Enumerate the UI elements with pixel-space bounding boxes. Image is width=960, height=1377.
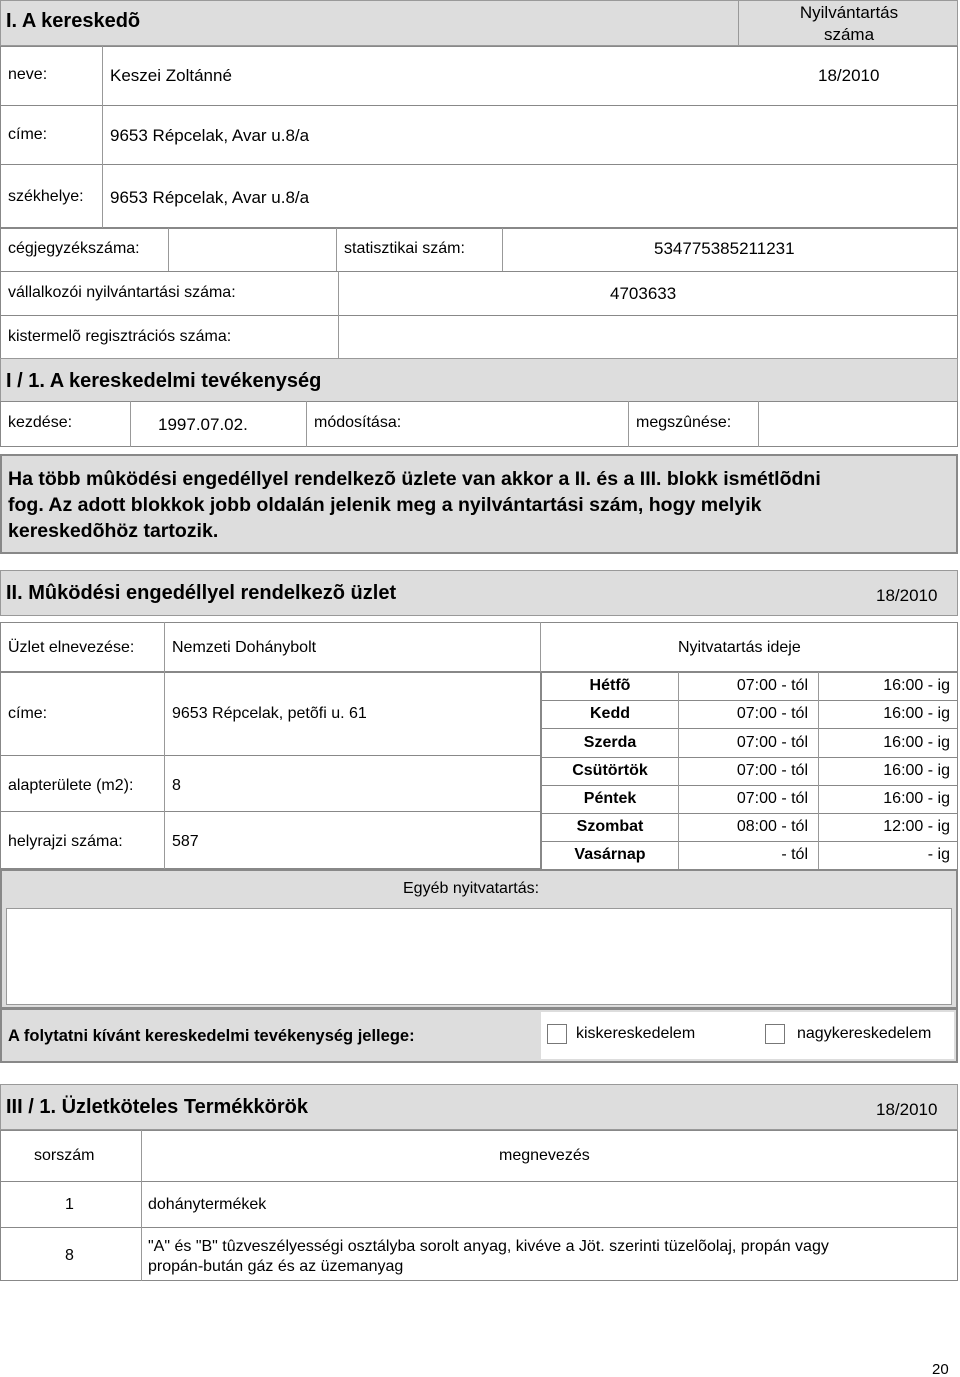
hours-from: 08:00 - tól [736,818,808,835]
hours-day: Péntek [583,790,637,807]
shop-name-label: Üzlet elnevezése: [8,639,135,656]
other-hours-inner [6,908,952,1005]
section-i-title: I. A kereskedõ [6,10,141,32]
activity-title: I / 1. A kereskedelmi tevékenység [6,370,322,392]
hours-from: 07:00 - tól [736,762,808,779]
notice-line-2: fog. Az adott blokkok jobb oldalán jelenik meg a nyilvántartási szám, hogy melyik [8,494,762,516]
hours-from: 07:00 - tól [736,705,808,722]
product-number: 8 [65,1247,74,1264]
hours-to: 16:00 - ig [883,762,950,779]
trader-seat-label: székhelye: [8,188,84,205]
company-reg-label: cégjegyzékszáma: [8,240,140,257]
hours-day: Szerda [583,734,637,751]
notice-line-1: Ha több mûködési engedéllyel rendelkezõ üzlete van akkor a II. és a III. blokk ismétlõdni [8,468,821,490]
hours-to: 12:00 - ig [883,818,950,835]
hours-from: 07:00 - tól [736,790,808,807]
hours-to: 16:00 - ig [883,705,950,722]
shop-area-label: alapterülete (m2): [8,777,134,794]
hours-title: Nyitvatartás ideje [678,639,801,656]
hours-day: Szombat [576,818,644,835]
product-name: dohánytermékek [148,1196,267,1213]
hours-to: - ig [927,846,950,863]
shop-name-value: Nemzeti Dohánybolt [172,639,317,656]
producer-reg-label: kistermelõ regisztrációs száma: [8,328,232,345]
hours-from: 07:00 - tól [736,677,808,694]
trader-seat-value: 9653 Répcelak, Avar u.8/a [110,188,310,207]
notice-text [8,466,821,544]
shop-parcel-label: helyrajzi száma: [8,833,123,850]
hours-from: - tól [781,846,808,863]
entrepreneur-reg-value: 4703633 [610,284,677,303]
products-table-header [0,1130,958,1182]
activity-end-label: megszûnése: [636,414,732,431]
activity-start-label: kezdése: [8,414,73,431]
product-number: 1 [65,1196,74,1213]
hours-day: Vasárnap [574,846,646,863]
wholesale-checkbox[interactable] [765,1024,785,1044]
page-number: 20 [932,1361,949,1377]
trader-reg-number: 18/2010 [818,66,880,85]
hours-day: Csütörtök [572,762,648,779]
shop-address-label: címe: [8,705,48,722]
stat-number-value: 534775385211231 [654,239,795,258]
retail-label: kiskereskedelem [576,1025,696,1042]
other-hours-label: Egyéb nyitvatartás: [403,880,540,897]
trader-address-value: 9653 Répcelak, Avar u.8/a [110,126,310,145]
product-row [0,1181,958,1228]
shop-title: II. Mûködési engedéllyel rendelkezõ üzlet [6,582,397,604]
hours-to: 16:00 - ig [883,790,950,807]
hours-to: 16:00 - ig [883,677,950,694]
product-name [148,1237,829,1277]
hours-day: Hétfõ [589,677,631,694]
retail-checkbox[interactable] [547,1024,567,1044]
products-title: III / 1. Üzletköteles Termékkörök [6,1096,308,1118]
activity-dates-row [0,401,958,447]
shop-area-value: 8 [172,777,181,794]
shop-reg-number: 18/2010 [876,586,938,605]
trader-name-value: Keszei Zoltánné [110,66,232,85]
reg-number-label-line2: száma [823,25,875,44]
reg-number-label [740,2,958,46]
shop-address-value: 9653 Répcelak, petõfi u. 61 [172,705,367,722]
wholesale-label: nagykereskedelem [797,1025,932,1042]
product-name-line-1: "A" és "B" tûzveszélyességi osztályba sorolt anyag, kivéve a Jöt. szerinti tüzelõolaj, propán vagy [148,1238,829,1255]
company-reg-row [0,228,958,272]
activity-start-value: 1997.07.02. [158,415,248,434]
hours-day: Kedd [590,705,630,722]
activity-modify-label: módosítása: [314,414,402,431]
nature-label: A folytatni kívánt kereskedelmi tevékenység jellege: [8,1027,415,1045]
trader-name-label: neve: [8,66,48,83]
shop-name-row [0,622,958,672]
product-name-line-2: propán-bután gáz és az üzemanyag [148,1258,404,1275]
col-name-header: megnevezés [499,1147,590,1164]
shop-parcel-value: 587 [172,833,199,850]
trader-address-label: címe: [8,126,48,143]
entrepreneur-reg-label: vállalkozói nyilvántartási száma: [8,284,236,301]
notice-line-3: kereskedõhöz tartozik. [8,520,219,542]
hours-to: 16:00 - ig [883,734,950,751]
reg-number-label-line1: Nyilvántartás [799,3,899,22]
products-reg-number: 18/2010 [876,1100,938,1119]
stat-number-label: statisztikai szám: [344,240,465,257]
hours-from: 07:00 - tól [736,734,808,751]
col-number-header: sorszám [34,1147,95,1164]
